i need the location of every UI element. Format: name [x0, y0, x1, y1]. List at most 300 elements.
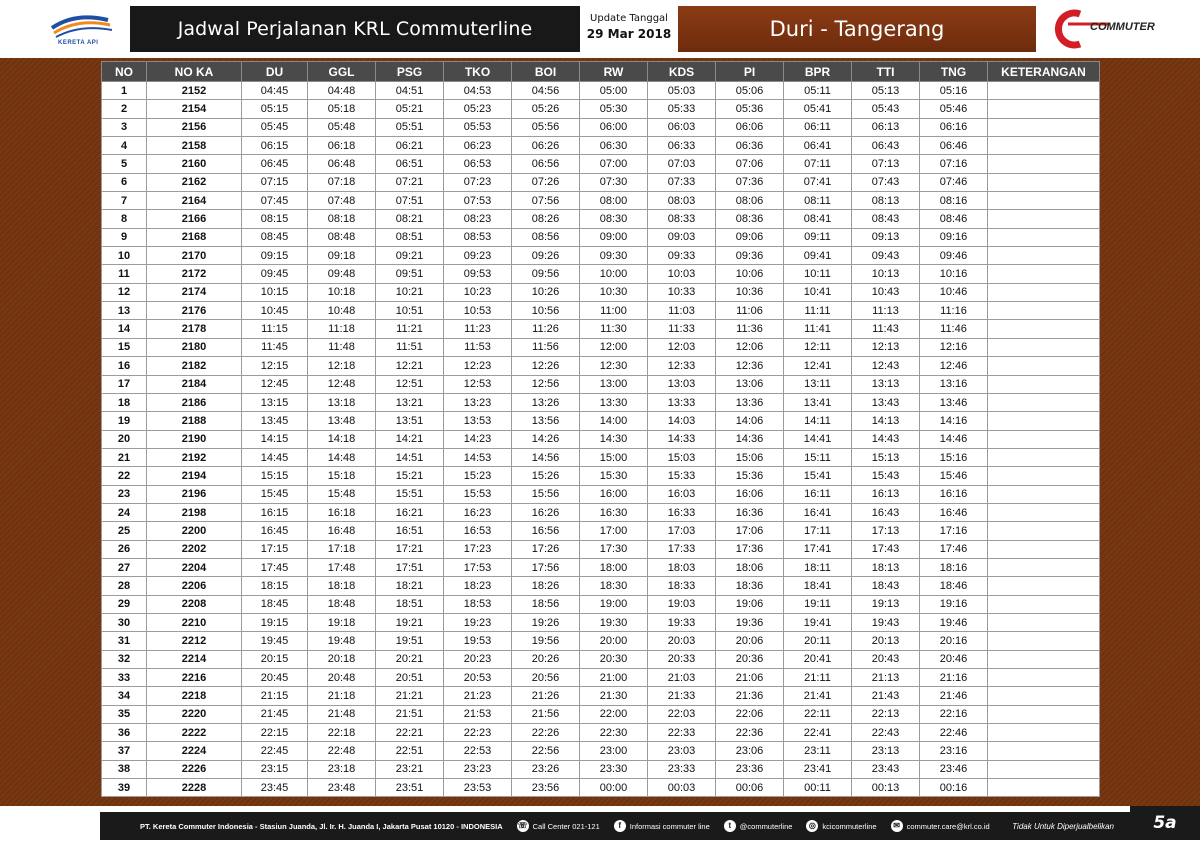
train-number-cell: 2198: [147, 503, 242, 521]
row-number-cell: 3: [102, 118, 147, 136]
time-cell: 21:26: [512, 687, 580, 705]
company-address: PT. Kereta Commuter Indonesia - Stasiun Juanda, Jl. Ir. H. Juanda I, Jakarta Pusat 10120 - INDONESIA: [140, 821, 503, 831]
row-number-cell: 26: [102, 540, 147, 558]
commuter-logo-label: COMMUTER: [1090, 21, 1155, 33]
time-cell: 21:11: [784, 669, 852, 687]
column-header: NO: [102, 62, 147, 82]
row-number-cell: 35: [102, 705, 147, 723]
time-cell: 16:16: [920, 485, 988, 503]
time-cell: 06:48: [308, 155, 376, 173]
time-cell: 23:13: [852, 742, 920, 760]
train-number-cell: 2180: [147, 338, 242, 356]
time-cell: 20:53: [444, 669, 512, 687]
time-cell: 16:46: [920, 503, 988, 521]
time-cell: 08:13: [852, 192, 920, 210]
time-cell: 16:18: [308, 503, 376, 521]
time-cell: 23:26: [512, 760, 580, 778]
time-cell: 23:51: [376, 779, 444, 797]
train-number-cell: 2206: [147, 577, 242, 595]
time-cell: 12:41: [784, 357, 852, 375]
time-cell: 23:48: [308, 779, 376, 797]
time-cell: 19:41: [784, 613, 852, 631]
time-cell: 13:16: [920, 375, 988, 393]
time-cell: 15:26: [512, 467, 580, 485]
time-cell: 17:43: [852, 540, 920, 558]
remarks-cell: [988, 375, 1100, 393]
time-cell: 16:48: [308, 522, 376, 540]
time-cell: 12:13: [852, 338, 920, 356]
time-cell: 18:15: [242, 577, 308, 595]
time-cell: 22:13: [852, 705, 920, 723]
time-cell: 14:16: [920, 412, 988, 430]
time-cell: 21:36: [716, 687, 784, 705]
time-cell: 08:18: [308, 210, 376, 228]
facebook-icon: f: [614, 820, 626, 832]
time-cell: 21:00: [580, 669, 648, 687]
time-cell: 05:48: [308, 118, 376, 136]
time-cell: 14:51: [376, 448, 444, 466]
table-row: [102, 687, 1100, 705]
remarks-cell: [988, 522, 1100, 540]
time-cell: 10:06: [716, 265, 784, 283]
time-cell: 18:46: [920, 577, 988, 595]
time-cell: 08:36: [716, 210, 784, 228]
time-cell: 22:00: [580, 705, 648, 723]
time-cell: 18:21: [376, 577, 444, 595]
time-cell: 15:56: [512, 485, 580, 503]
time-cell: 14:56: [512, 448, 580, 466]
time-cell: 06:16: [920, 118, 988, 136]
instagram-link[interactable]: [806, 820, 876, 832]
time-cell: 11:30: [580, 320, 648, 338]
route-title: Duri - Tangerang: [769, 17, 945, 41]
time-cell: 19:18: [308, 613, 376, 631]
time-cell: 18:45: [242, 595, 308, 613]
time-cell: 04:51: [376, 82, 444, 100]
time-cell: 12:43: [852, 357, 920, 375]
time-cell: 13:48: [308, 412, 376, 430]
time-cell: 22:56: [512, 742, 580, 760]
time-cell: 05:26: [512, 100, 580, 118]
table-row: [102, 173, 1100, 191]
time-cell: 20:43: [852, 650, 920, 668]
time-cell: 15:00: [580, 448, 648, 466]
time-cell: 22:03: [648, 705, 716, 723]
time-cell: 13:26: [512, 393, 580, 411]
time-cell: 18:03: [648, 558, 716, 576]
time-cell: 23:56: [512, 779, 580, 797]
time-cell: 07:11: [784, 155, 852, 173]
page-number: 5a: [1130, 806, 1200, 840]
time-cell: 23:23: [444, 760, 512, 778]
time-cell: 07:53: [444, 192, 512, 210]
time-cell: 22:11: [784, 705, 852, 723]
time-cell: 16:15: [242, 503, 308, 521]
time-cell: 17:15: [242, 540, 308, 558]
remarks-cell: [988, 302, 1100, 320]
twitter-link[interactable]: [724, 820, 793, 832]
time-cell: 10:00: [580, 265, 648, 283]
time-cell: 14:03: [648, 412, 716, 430]
time-cell: 17:45: [242, 558, 308, 576]
time-cell: 12:56: [512, 375, 580, 393]
time-cell: 19:13: [852, 595, 920, 613]
time-cell: 00:13: [852, 779, 920, 797]
time-cell: 23:15: [242, 760, 308, 778]
remarks-cell: [988, 503, 1100, 521]
time-cell: 08:03: [648, 192, 716, 210]
time-cell: 19:33: [648, 613, 716, 631]
time-cell: 19:03: [648, 595, 716, 613]
time-cell: 23:06: [716, 742, 784, 760]
time-cell: 14:26: [512, 430, 580, 448]
time-cell: 09:45: [242, 265, 308, 283]
row-number-cell: 6: [102, 173, 147, 191]
time-cell: 13:45: [242, 412, 308, 430]
time-cell: 11:45: [242, 338, 308, 356]
time-cell: 17:51: [376, 558, 444, 576]
time-cell: 07:30: [580, 173, 648, 191]
table-row: [102, 265, 1100, 283]
time-cell: 08:15: [242, 210, 308, 228]
time-cell: 09:30: [580, 247, 648, 265]
train-number-cell: 2202: [147, 540, 242, 558]
time-cell: 14:13: [852, 412, 920, 430]
time-cell: 23:30: [580, 760, 648, 778]
remarks-cell: [988, 137, 1100, 155]
time-cell: 19:11: [784, 595, 852, 613]
time-cell: 05:53: [444, 118, 512, 136]
time-cell: 21:30: [580, 687, 648, 705]
time-cell: 06:45: [242, 155, 308, 173]
time-cell: 13:23: [444, 393, 512, 411]
time-cell: 19:06: [716, 595, 784, 613]
row-number-cell: 31: [102, 632, 147, 650]
time-cell: 07:33: [648, 173, 716, 191]
row-number-cell: 15: [102, 338, 147, 356]
time-cell: 06:51: [376, 155, 444, 173]
time-cell: 22:21: [376, 724, 444, 742]
time-cell: 20:06: [716, 632, 784, 650]
train-number-cell: 2156: [147, 118, 242, 136]
time-cell: 23:16: [920, 742, 988, 760]
remarks-cell: [988, 100, 1100, 118]
time-cell: 16:00: [580, 485, 648, 503]
table-row: [102, 467, 1100, 485]
train-number-cell: 2176: [147, 302, 242, 320]
row-number-cell: 19: [102, 412, 147, 430]
time-cell: 10:36: [716, 283, 784, 301]
train-number-cell: 2208: [147, 595, 242, 613]
time-cell: 19:43: [852, 613, 920, 631]
column-header: NO KA: [147, 62, 242, 82]
time-cell: 16:21: [376, 503, 444, 521]
time-cell: 21:51: [376, 705, 444, 723]
train-number-cell: 2164: [147, 192, 242, 210]
time-cell: 11:00: [580, 302, 648, 320]
time-cell: 11:16: [920, 302, 988, 320]
time-cell: 06:26: [512, 137, 580, 155]
table-row: [102, 357, 1100, 375]
title-bar: [130, 6, 580, 52]
remarks-cell: [988, 265, 1100, 283]
time-cell: 10:13: [852, 265, 920, 283]
time-cell: 14:48: [308, 448, 376, 466]
time-cell: 11:23: [444, 320, 512, 338]
time-cell: 07:15: [242, 173, 308, 191]
call-center: [517, 820, 600, 832]
time-cell: 00:16: [920, 779, 988, 797]
time-cell: 18:33: [648, 577, 716, 595]
row-number-cell: 33: [102, 669, 147, 687]
time-cell: 07:41: [784, 173, 852, 191]
time-cell: 12:15: [242, 357, 308, 375]
row-number-cell: 17: [102, 375, 147, 393]
column-header: DU: [242, 62, 308, 82]
time-cell: 06:13: [852, 118, 920, 136]
table-row: [102, 412, 1100, 430]
time-cell: 11:36: [716, 320, 784, 338]
time-cell: 20:56: [512, 669, 580, 687]
facebook-link[interactable]: [614, 820, 710, 832]
time-cell: 15:16: [920, 448, 988, 466]
time-cell: 06:30: [580, 137, 648, 155]
time-cell: 17:13: [852, 522, 920, 540]
time-cell: 05:43: [852, 100, 920, 118]
train-number-cell: 2226: [147, 760, 242, 778]
time-cell: 12:00: [580, 338, 648, 356]
time-cell: 16:06: [716, 485, 784, 503]
time-cell: 22:33: [648, 724, 716, 742]
table-row: [102, 155, 1100, 173]
time-cell: 20:11: [784, 632, 852, 650]
time-cell: 05:30: [580, 100, 648, 118]
table-row: [102, 375, 1100, 393]
time-cell: 06:03: [648, 118, 716, 136]
time-cell: 05:11: [784, 82, 852, 100]
time-cell: 18:11: [784, 558, 852, 576]
email-link[interactable]: [891, 820, 990, 832]
train-number-cell: 2152: [147, 82, 242, 100]
time-cell: 00:06: [716, 779, 784, 797]
train-number-cell: 2190: [147, 430, 242, 448]
time-cell: 06:21: [376, 137, 444, 155]
time-cell: 17:06: [716, 522, 784, 540]
time-cell: 06:56: [512, 155, 580, 173]
time-cell: 05:45: [242, 118, 308, 136]
time-cell: 15:45: [242, 485, 308, 503]
time-cell: 12:30: [580, 357, 648, 375]
time-cell: 18:18: [308, 577, 376, 595]
time-cell: 21:33: [648, 687, 716, 705]
time-cell: 05:00: [580, 82, 648, 100]
time-cell: 19:53: [444, 632, 512, 650]
time-cell: 11:03: [648, 302, 716, 320]
time-cell: 11:11: [784, 302, 852, 320]
time-cell: 09:51: [376, 265, 444, 283]
time-cell: 11:43: [852, 320, 920, 338]
row-number-cell: 18: [102, 393, 147, 411]
time-cell: 18:43: [852, 577, 920, 595]
time-cell: 19:30: [580, 613, 648, 631]
time-cell: 16:51: [376, 522, 444, 540]
column-header: TNG: [920, 62, 988, 82]
time-cell: 00:03: [648, 779, 716, 797]
time-cell: 06:11: [784, 118, 852, 136]
table-row: [102, 503, 1100, 521]
time-cell: 05:51: [376, 118, 444, 136]
row-number-cell: 12: [102, 283, 147, 301]
time-cell: 21:56: [512, 705, 580, 723]
time-cell: 22:53: [444, 742, 512, 760]
time-cell: 07:16: [920, 155, 988, 173]
time-cell: 05:06: [716, 82, 784, 100]
time-cell: 11:06: [716, 302, 784, 320]
time-cell: 13:06: [716, 375, 784, 393]
time-cell: 10:11: [784, 265, 852, 283]
time-cell: 05:13: [852, 82, 920, 100]
time-cell: 10:53: [444, 302, 512, 320]
time-cell: 12:36: [716, 357, 784, 375]
time-cell: 16:53: [444, 522, 512, 540]
row-number-cell: 38: [102, 760, 147, 778]
time-cell: 12:18: [308, 357, 376, 375]
remarks-cell: [988, 705, 1100, 723]
time-cell: 05:16: [920, 82, 988, 100]
table-row: [102, 283, 1100, 301]
column-header: PI: [716, 62, 784, 82]
remarks-cell: [988, 779, 1100, 797]
remarks-cell: [988, 669, 1100, 687]
kai-logo-label: KERETA API: [58, 40, 99, 46]
row-number-cell: 29: [102, 595, 147, 613]
row-number-cell: 8: [102, 210, 147, 228]
column-header: KDS: [648, 62, 716, 82]
time-cell: 11:21: [376, 320, 444, 338]
time-cell: 09:11: [784, 228, 852, 246]
time-cell: 16:56: [512, 522, 580, 540]
time-cell: 08:26: [512, 210, 580, 228]
remarks-cell: [988, 430, 1100, 448]
table-row: [102, 338, 1100, 356]
time-cell: 22:36: [716, 724, 784, 742]
time-cell: 10:51: [376, 302, 444, 320]
time-cell: 05:41: [784, 100, 852, 118]
time-cell: 12:16: [920, 338, 988, 356]
time-cell: 20:41: [784, 650, 852, 668]
table-row: [102, 210, 1100, 228]
time-cell: 08:06: [716, 192, 784, 210]
column-header: BOI: [512, 62, 580, 82]
time-cell: 06:00: [580, 118, 648, 136]
time-cell: 20:18: [308, 650, 376, 668]
train-number-cell: 2212: [147, 632, 242, 650]
time-cell: 18:48: [308, 595, 376, 613]
time-cell: 16:03: [648, 485, 716, 503]
time-cell: 17:11: [784, 522, 852, 540]
time-cell: 09:56: [512, 265, 580, 283]
time-cell: 07:06: [716, 155, 784, 173]
time-cell: 12:21: [376, 357, 444, 375]
time-cell: 10:03: [648, 265, 716, 283]
time-cell: 16:41: [784, 503, 852, 521]
time-cell: 07:13: [852, 155, 920, 173]
time-cell: 00:11: [784, 779, 852, 797]
footer-bar: [100, 812, 1130, 840]
remarks-cell: [988, 357, 1100, 375]
time-cell: 11:51: [376, 338, 444, 356]
row-number-cell: 11: [102, 265, 147, 283]
time-cell: 20:13: [852, 632, 920, 650]
time-cell: 09:53: [444, 265, 512, 283]
table-row: [102, 430, 1100, 448]
time-cell: 12:26: [512, 357, 580, 375]
time-cell: 09:36: [716, 247, 784, 265]
time-cell: 07:18: [308, 173, 376, 191]
train-number-cell: 2210: [147, 613, 242, 631]
remarks-cell: [988, 467, 1100, 485]
remarks-cell: [988, 320, 1100, 338]
time-cell: 21:18: [308, 687, 376, 705]
time-cell: 06:18: [308, 137, 376, 155]
train-number-cell: 2178: [147, 320, 242, 338]
time-cell: 08:53: [444, 228, 512, 246]
time-cell: 15:23: [444, 467, 512, 485]
time-cell: 14:46: [920, 430, 988, 448]
time-cell: 13:46: [920, 393, 988, 411]
time-cell: 07:56: [512, 192, 580, 210]
time-cell: 17:46: [920, 540, 988, 558]
time-cell: 11:48: [308, 338, 376, 356]
time-cell: 09:33: [648, 247, 716, 265]
time-cell: 23:41: [784, 760, 852, 778]
time-cell: 21:53: [444, 705, 512, 723]
column-header: TKO: [444, 62, 512, 82]
time-cell: 07:03: [648, 155, 716, 173]
time-cell: 13:21: [376, 393, 444, 411]
table-row: [102, 724, 1100, 742]
time-cell: 06:43: [852, 137, 920, 155]
row-number-cell: 36: [102, 724, 147, 742]
time-cell: 14:00: [580, 412, 648, 430]
row-number-cell: 39: [102, 779, 147, 797]
remarks-cell: [988, 632, 1100, 650]
time-cell: 06:36: [716, 137, 784, 155]
time-cell: 18:41: [784, 577, 852, 595]
time-cell: 19:45: [242, 632, 308, 650]
time-cell: 12:48: [308, 375, 376, 393]
time-cell: 05:03: [648, 82, 716, 100]
time-cell: 16:43: [852, 503, 920, 521]
time-cell: 22:30: [580, 724, 648, 742]
instagram-icon: ◎: [806, 820, 818, 832]
time-cell: 13:51: [376, 412, 444, 430]
time-cell: 15:46: [920, 467, 988, 485]
time-cell: 10:26: [512, 283, 580, 301]
time-cell: 23:33: [648, 760, 716, 778]
row-number-cell: 7: [102, 192, 147, 210]
time-cell: 15:30: [580, 467, 648, 485]
time-cell: 23:11: [784, 742, 852, 760]
remarks-cell: [988, 613, 1100, 631]
time-cell: 20:15: [242, 650, 308, 668]
commuter-logo: [1050, 8, 1190, 50]
time-cell: 17:41: [784, 540, 852, 558]
train-number-cell: 2162: [147, 173, 242, 191]
time-cell: 19:26: [512, 613, 580, 631]
table-row: [102, 302, 1100, 320]
time-cell: 18:36: [716, 577, 784, 595]
